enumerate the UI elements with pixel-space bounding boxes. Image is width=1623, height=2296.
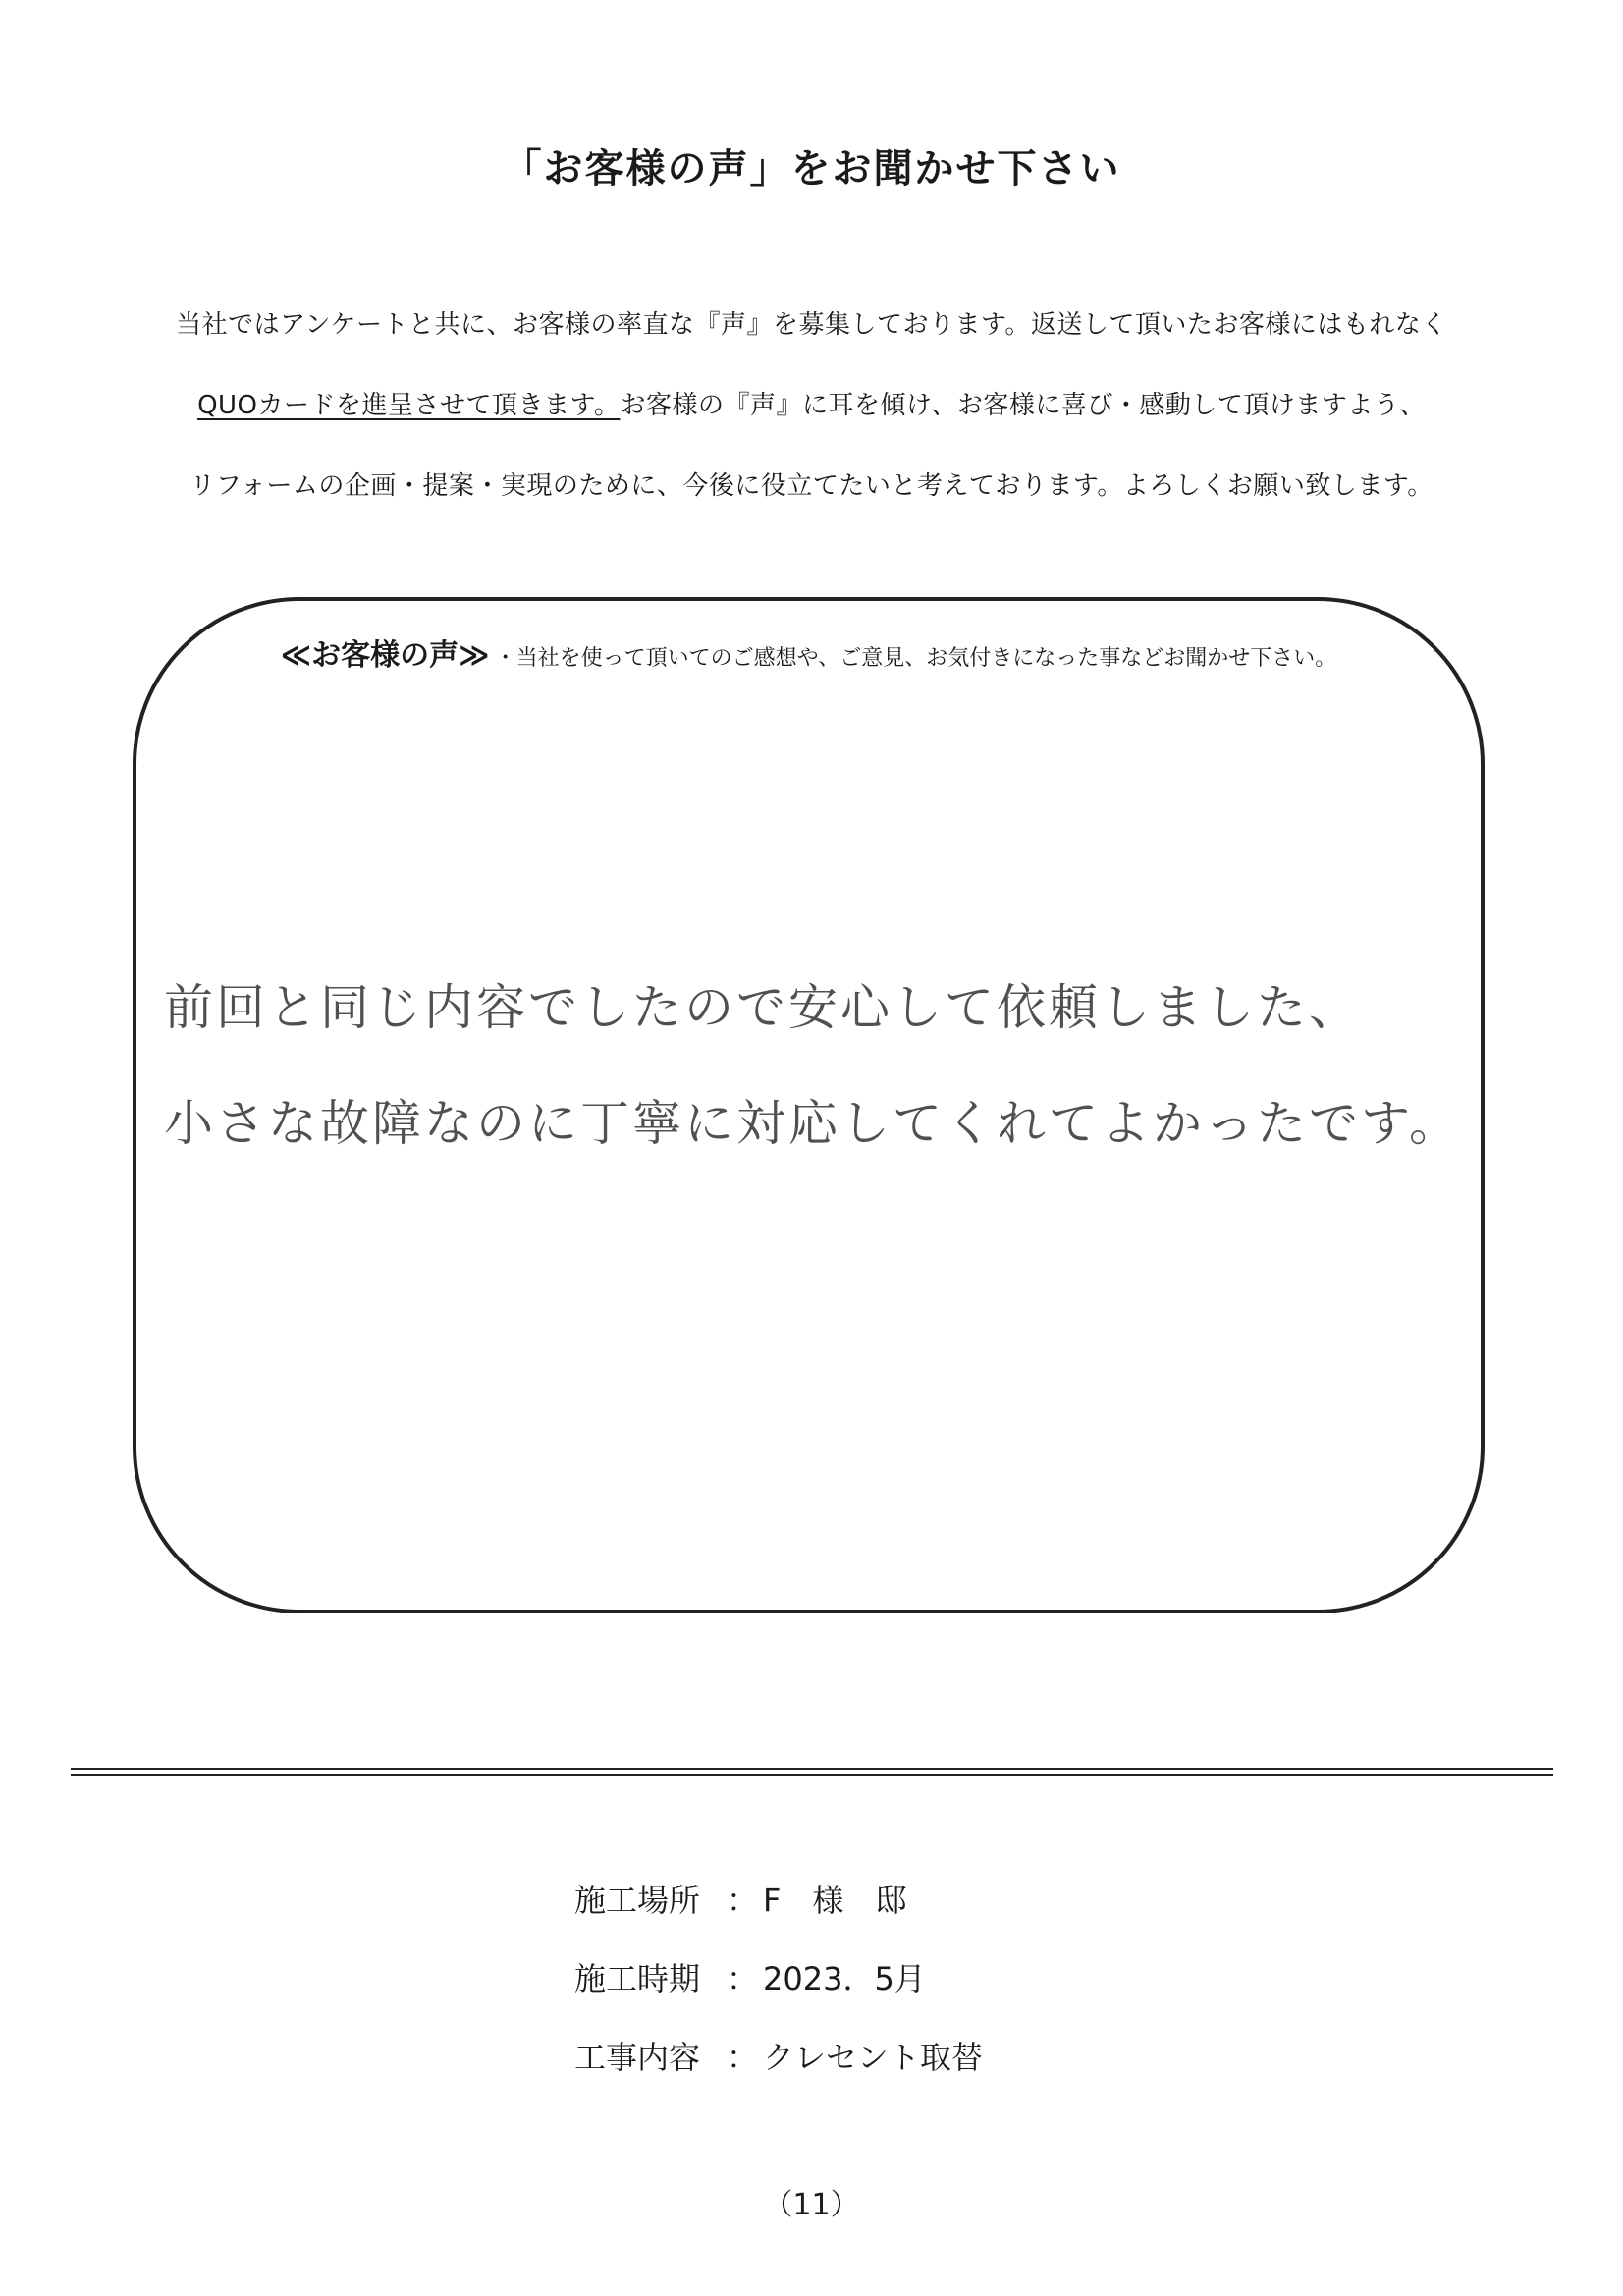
quo-card-offer: QUOカードを進呈させて頂きます。: [197, 391, 621, 420]
handwritten-comment: [164, 950, 1461, 1181]
customer-voice-box: [133, 597, 1485, 1613]
intro-line-1: 当社ではアンケートと共に、お客様の率直な『声』を募集しております。返送して頂いたお客様にはもれなく: [176, 310, 1447, 340]
detail-label: 施工時期: [574, 1960, 701, 1997]
intro-line-2-rest: お客様の『声』に耳を傾け、お客様に喜び・感動して頂けますよう、: [620, 391, 1426, 420]
detail-row-work: [574, 2018, 983, 2097]
construction-details: [574, 1861, 983, 2097]
detail-separator: ：: [726, 1960, 758, 1997]
intro-line-3: リフォームの企画・提案・実現のために、今後に役立てたいと考えております。よろしくお願い致します。: [189, 471, 1434, 501]
intro-paragraph: [0, 285, 1623, 526]
page-title: 「お客様の声」をお聞かせ下さい: [502, 146, 1121, 191]
detail-separator: ：: [726, 1882, 758, 1919]
detail-label: 工事内容: [574, 2039, 701, 2076]
handwritten-line-2: 小さな故障なのに丁寧に対応してくれてよかったです。: [164, 1095, 1461, 1152]
double-divider: [71, 1768, 1553, 1776]
handwritten-line-1: 前回と同じ内容でしたので安心して依頼しました、: [164, 979, 1361, 1036]
intro-line-2: [0, 365, 1623, 446]
detail-value: F 様 邸: [763, 1882, 907, 1919]
voice-box-heading: [136, 630, 1481, 674]
voice-box-title: ≪お客様の声≫: [280, 638, 490, 673]
detail-row-period: [574, 1940, 983, 2018]
voice-box-instructions: ・当社を使って頂いてのご感想や、ご意見、お気付きになった事などお聞かせ下さい。: [494, 646, 1337, 671]
page-number: （11）: [763, 2188, 860, 2222]
detail-value: 2023．5月: [763, 1960, 926, 1997]
detail-row-location: [574, 1861, 983, 1940]
detail-value: クレセント取替: [763, 2039, 984, 2076]
detail-separator: ：: [726, 2039, 758, 2076]
detail-label: 施工場所: [574, 1882, 701, 1919]
